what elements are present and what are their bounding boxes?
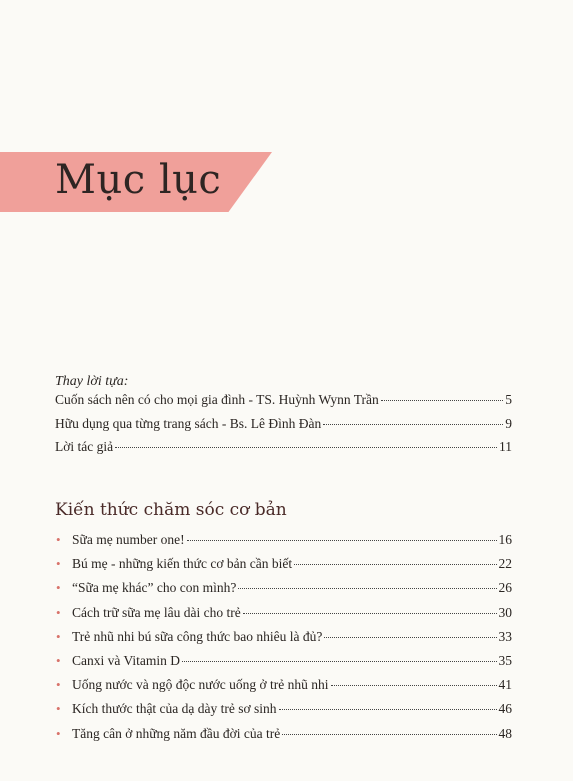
toc-entry-page: 33 xyxy=(498,628,512,644)
bullet-icon: • xyxy=(56,701,61,717)
toc-entry-title: “Sữa mẹ khác” cho con mình? xyxy=(72,580,237,596)
toc-entry[interactable] xyxy=(55,416,512,440)
toc-leader-dots xyxy=(115,447,497,448)
toc-entry-title: Cuốn sách nên có cho mọi gia đình - TS. Huỳnh Wynn Trần xyxy=(55,392,379,407)
toc-entry-page: 16 xyxy=(498,532,512,547)
toc-entry[interactable] xyxy=(55,392,512,416)
toc-leader-dots xyxy=(182,661,496,662)
toc-entry-title: Uống nước và ngộ độc nước uống ở trẻ nhũ nhi xyxy=(72,677,329,693)
toc-leader-dots xyxy=(279,709,497,710)
toc-entry[interactable] xyxy=(56,532,512,556)
toc-entry[interactable] xyxy=(56,605,512,629)
toc-leader-dots xyxy=(282,734,496,735)
page-title: Mục lục xyxy=(55,157,222,203)
toc-entry[interactable] xyxy=(56,629,512,653)
toc-entry[interactable] xyxy=(56,556,512,580)
bullet-icon: • xyxy=(56,556,61,572)
toc-entry-title: Cách trữ sữa mẹ lâu dài cho trẻ xyxy=(72,604,241,620)
toc-entry-title: Hữu dụng qua từng trang sách - Bs. Lê Đình Đàn xyxy=(55,415,322,431)
toc-entry-page: 5 xyxy=(505,392,512,407)
toc-entry-page: 35 xyxy=(498,652,512,668)
toc-entry-title: Bú mẹ - những kiến thức cơ bản cần biết xyxy=(72,556,293,572)
toc-entry-page: 41 xyxy=(498,677,512,693)
bullet-icon: • xyxy=(56,677,61,693)
toc-leader-dots xyxy=(324,637,496,638)
toc-entry[interactable] xyxy=(56,701,512,725)
section-toc-list xyxy=(56,532,512,750)
intro-label: Thay lời tựa: xyxy=(55,374,129,389)
toc-entry-page: 11 xyxy=(499,439,512,454)
toc-entry[interactable] xyxy=(56,653,512,677)
toc-entry-title: Tăng cân ở những năm đầu đời của trẻ xyxy=(72,725,281,741)
bullet-icon: • xyxy=(56,725,61,741)
toc-entry-title: Lời tác giả xyxy=(55,439,114,454)
section-title: Kiến thức chăm sóc cơ bản xyxy=(55,500,287,520)
toc-entry-title: Canxi và Vitamin D xyxy=(72,652,181,668)
toc-leader-dots xyxy=(381,400,503,401)
bullet-icon: • xyxy=(56,652,61,668)
intro-toc-list xyxy=(55,392,512,463)
toc-entry[interactable] xyxy=(56,580,512,604)
toc-entry-page: 26 xyxy=(498,580,512,596)
toc-entry-page: 46 xyxy=(498,701,512,717)
toc-entry-page: 30 xyxy=(498,604,512,620)
toc-entry[interactable] xyxy=(56,726,512,750)
toc-entry-title: Trẻ nhũ nhi bú sữa công thức bao nhiêu là đủ? xyxy=(72,628,323,644)
toc-leader-dots xyxy=(187,540,497,541)
toc-leader-dots xyxy=(294,564,496,565)
toc-leader-dots xyxy=(331,685,497,686)
toc-leader-dots xyxy=(323,424,503,425)
bullet-icon: • xyxy=(56,628,61,644)
toc-entry[interactable] xyxy=(56,677,512,701)
toc-entry-title: Sữa mẹ number one! xyxy=(72,532,185,547)
bullet-icon: • xyxy=(56,580,61,596)
toc-entry-page: 22 xyxy=(498,556,512,572)
toc-leader-dots xyxy=(243,613,497,614)
bullet-icon: • xyxy=(56,532,61,547)
toc-entry-page: 9 xyxy=(505,415,512,431)
toc-leader-dots xyxy=(238,588,496,589)
toc-entry[interactable] xyxy=(55,439,512,463)
toc-entry-page: 48 xyxy=(498,725,512,741)
bullet-icon: • xyxy=(56,604,61,620)
toc-entry-title: Kích thước thật của dạ dày trẻ sơ sinh xyxy=(72,701,277,717)
